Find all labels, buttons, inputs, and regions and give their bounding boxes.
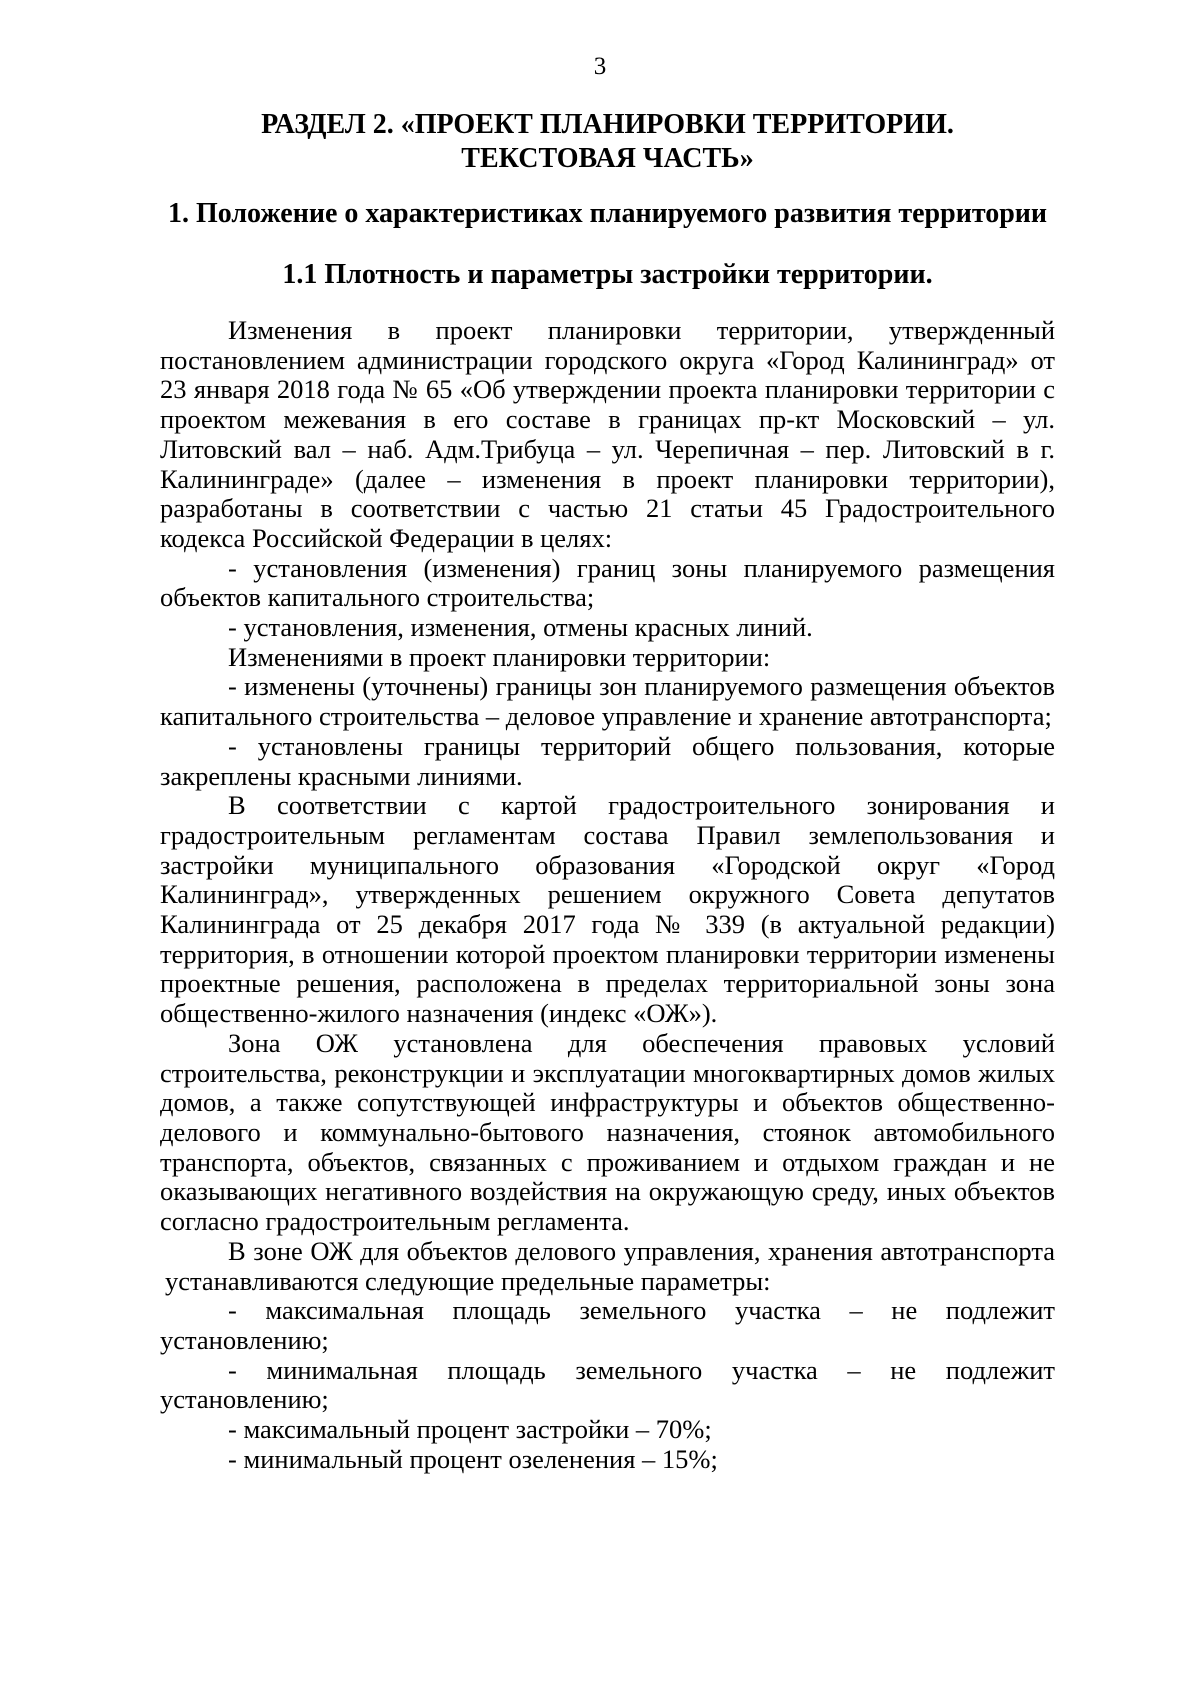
list-item: - максимальный процент застройки – 70%; — [228, 1414, 712, 1445]
list-item: - установления (изменения) границ зоны планируемого размещения объектов капитального строительства; — [160, 552, 1055, 613]
section-title-line-2: ТЕКСТОВАЯ ЧАСТЬ» — [461, 143, 754, 174]
list-item: - минимальная площадь земельного участка – не подлежит установлению; — [160, 1354, 1055, 1415]
paragraph: устанавливаются следующие предельные параметры: — [165, 1265, 771, 1296]
body-text — [160, 316, 1055, 1474]
heading-1: 1. Положение о характеристиках планируемого развития территории — [167, 198, 1048, 229]
section-title — [160, 108, 1055, 176]
heading-1-1: 1.1 Плотность и параметры застройки территории. — [282, 259, 933, 290]
page-number: 3 — [593, 53, 607, 80]
list-item: - минимальный процент озеленения – 15%; — [228, 1443, 718, 1474]
list-item: - максимальная площадь земельного участка – не подлежит установлению; — [160, 1295, 1055, 1355]
paragraph: Изменениями в проект планировки территории: — [228, 641, 771, 672]
paragraph: В зоне ОЖ для объектов делового управления, хранения автотранспорта — [228, 1235, 1055, 1266]
paragraph: Изменения в проект планировки территории, утвержденный постановлением администрации городского округа «Город Калининград» от 23 января 2018 года № 65 «Об утверждении проекта планировки территории с проектом межевания в его составе в границах пр-кт Московский – ул. Литовский вал – наб. Адм.Трибуца – ул. Черепичная – пер. Литовский в г. Калининграде» (далее – изменения в проект планировки территории), разработаны в соответствии с частью 21 статьи 45 Градостроительного кодекса Российской Федерации в целях: — [160, 315, 1055, 553]
list-item: - установлены границы территорий общего пользования, которые закреплены красными линиями. — [160, 730, 1055, 791]
section-title-line-1: РАЗДЕЛ 2. «ПРОЕКТ ПЛАНИРОВКИ ТЕРРИТОРИИ. — [261, 109, 954, 140]
paragraph: В соответствии с картой градостроительного зонирования и градостроительным регламентам состава Правил землепользования и застройки муниципального образования «Городской округ «Город Калининград», утвержденных решением окружного Совета депутатов Калининграда от 25 декабря 2017 года № 339 (в актуальной редакции) территория, в отношении которой проектом планировки территории изменены проектные решения, расположена в пределах территориальной зоны зона общественно-жилого назначения (индекс «ОЖ»). — [160, 790, 1055, 1029]
paragraph: Зона ОЖ установлена для обеспечения правовых условий строительства, реконструкции и эксплуатации многоквартирных домов жилых домов, а также сопутствующей инфраструктуры и объектов общественно-делового и коммунально-бытового назначения, стоянок автомобильного транспорта, объектов, связанных с проживанием и отдыхом граждан и не оказывающих негативного воздействия на окружающую среду, иных объектов согласно градостроительным регламента. — [160, 1027, 1055, 1237]
list-item: - изменены (уточнены) границы зон планируемого размещения объектов капитального строительства – деловое управление и хранение автотранспорта; — [160, 671, 1055, 732]
list-item: - установления, изменения, отмены красных линий. — [228, 612, 813, 643]
